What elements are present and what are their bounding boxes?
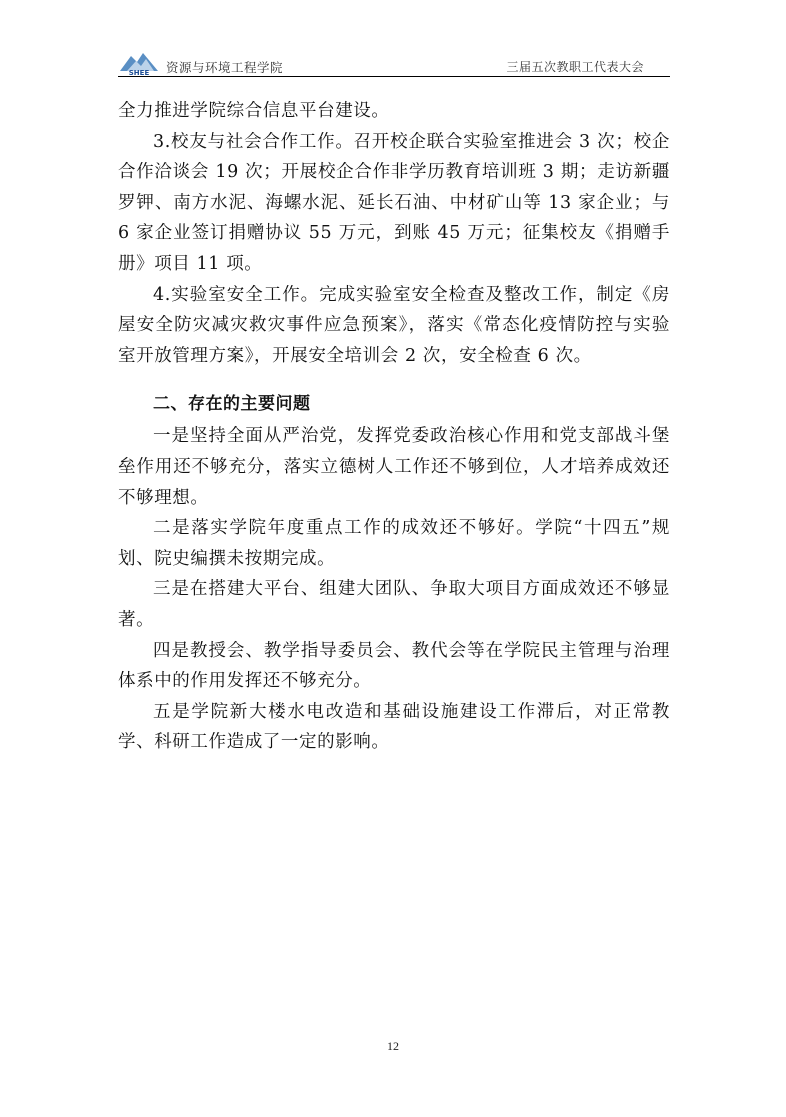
header-school-name: 资源与环境工程学院 — [166, 60, 284, 75]
school-logo-icon — [118, 50, 160, 76]
paragraph-problem-4: 四是教授会、教学指导委员会、教代会等在学院民主管理与治理体系中的作用发挥还不够充分。 — [118, 640, 670, 692]
paragraph-lab-safety: 4.实验室安全工作。完成实验室安全检查及整改工作，制定《房屋安全防灾减灾救灾事件应急预案》，落实《常态化疫情防控与实验室开放管理方案》，开展安全培训会 2 次，安全检查 6 次。 — [118, 284, 670, 366]
header-rule — [118, 76, 670, 77]
logo-text: SHEE — [128, 69, 150, 76]
page-header — [118, 50, 670, 78]
paragraph-alumni-cooperation: 3.校友与社会合作工作。召开校企联合实验室推进会 3 次；校企合作洽谈会 19 次；开展校企合作非学历教育培训班 3 期；走访新疆罗钾、南方水泥、海螺水泥、延长石油、中材矿山等 13 家企业；与6 家企业签订捐赠协议 55 万元，到账 45 万元；征集校友《捐赠手册》项目 11 项。 — [118, 131, 670, 274]
page-number: 12 — [387, 1039, 399, 1053]
section-heading: 二、存在的主要问题 — [153, 394, 311, 415]
header-meeting-title: 三届五次教职工代表大会 — [506, 60, 644, 74]
paragraph-problem-5: 五是学院新大楼水电改造和基础设施建设工作滞后，对正常教学、科研工作造成了一定的影响。 — [118, 701, 670, 753]
paragraph-continuation: 全力推进学院综合信息平台建设。 — [118, 101, 390, 121]
paragraph-problem-1: 一是坚持全面从严治党，发挥党委政治核心作用和党支部战斗堡垒作用还不够充分，落实立德树人工作还不够到位，人才培养成效还不够理想。 — [118, 426, 670, 508]
paragraph-problem-3: 三是在搭建大平台、组建大团队、争取大项目方面成效还不够显著。 — [118, 579, 670, 630]
document-body — [118, 96, 670, 758]
paragraph-problem-2: 二是落实学院年度重点工作的成效还不够好。学院“十四五”规划、院史编撰未按期完成。 — [118, 518, 670, 569]
